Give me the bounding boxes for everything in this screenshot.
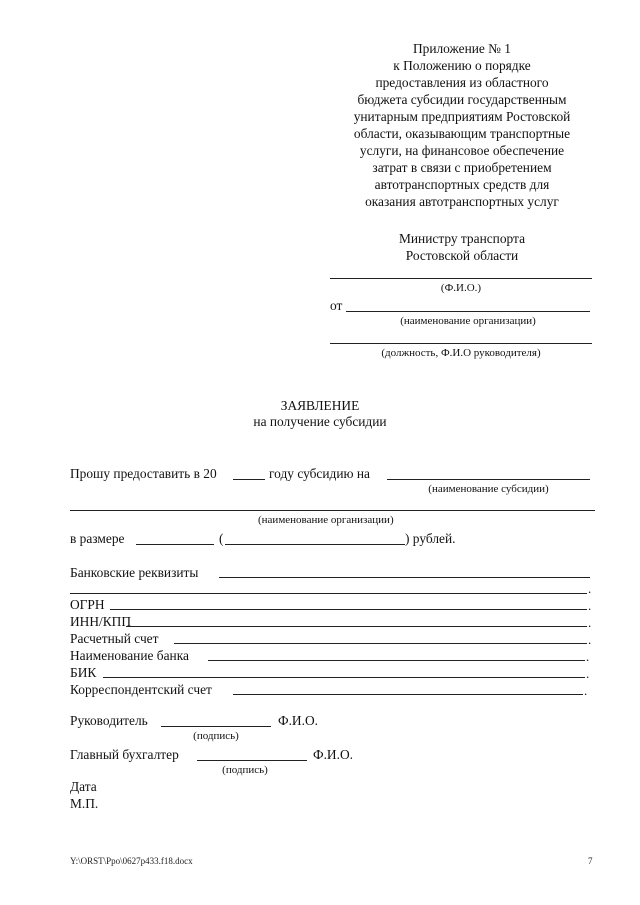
ogrn-field[interactable] (110, 609, 587, 610)
request-text-part2: году субсидию на (269, 466, 370, 481)
head-signature-field[interactable] (161, 726, 271, 727)
account-label: Расчетный счет (70, 631, 159, 646)
document-subtitle: на получение субсидии (253, 414, 387, 429)
fio-line[interactable] (330, 278, 592, 279)
corr-account-field[interactable] (233, 694, 583, 695)
period-mark: . (588, 581, 592, 596)
bank-details-field-2[interactable] (70, 593, 587, 594)
amount-number-field[interactable] (136, 544, 214, 545)
year-field[interactable] (233, 479, 265, 480)
appendix-header (320, 40, 604, 210)
head-signature-caption: (подпись) (193, 730, 239, 742)
period-mark: . (584, 683, 588, 698)
header-line: области, оказывающим транспортные (353, 126, 571, 141)
page-number: 7 (588, 856, 593, 866)
position-line[interactable] (330, 343, 592, 344)
header-line: бюджета субсидии государственным (357, 92, 567, 107)
inn-label: ИНН/КПП (70, 614, 132, 629)
fio-caption: (Ф.И.О.) (440, 282, 482, 294)
corr-account-label: Корреспондентский счет (70, 682, 212, 697)
from-org-line[interactable] (346, 311, 590, 312)
amount-words-field[interactable] (225, 544, 405, 545)
bik-field[interactable] (103, 677, 585, 678)
account-field[interactable] (174, 643, 587, 644)
document-title: ЗАЯВЛЕНИЕ (280, 398, 360, 413)
amount-label: в размере (70, 531, 125, 546)
ogrn-label: ОГРН (70, 597, 105, 612)
bank-name-field[interactable] (208, 660, 585, 661)
period-mark: . (588, 632, 592, 647)
accountant-fio: Ф.И.О. (313, 747, 353, 762)
amount-open-paren: ( (219, 531, 224, 546)
period-mark: . (588, 615, 592, 630)
from-label: от (330, 298, 343, 313)
organization-name-field[interactable] (70, 510, 595, 511)
footer-file-path: Y:\ORST\Ppo\0627p433.f18.docx (70, 856, 193, 866)
head-fio: Ф.И.О. (278, 713, 318, 728)
header-line: к Положению о порядке (393, 58, 531, 73)
period-mark: . (586, 666, 590, 681)
organization-caption: (наименование организации) (258, 514, 394, 526)
stamp-label: М.П. (70, 796, 99, 811)
date-label: Дата (70, 779, 97, 794)
bank-details-label: Банковские реквизиты (70, 565, 199, 580)
bik-label: БИК (70, 665, 97, 680)
subsidy-name-field[interactable] (387, 479, 590, 480)
header-line: предоставления из областного (375, 75, 549, 90)
bank-details-field[interactable] (219, 577, 590, 578)
addressee-block (320, 230, 604, 264)
bank-name-label: Наименование банка (70, 648, 189, 663)
accountant-signature-field[interactable] (197, 760, 307, 761)
position-caption: (должность, Ф.И.О руководителя) (381, 347, 541, 359)
request-text-part1: Прошу предоставить в 20 (70, 466, 217, 481)
header-line: затрат в связи с приобретением (372, 160, 552, 175)
header-line: Приложение № 1 (412, 41, 512, 56)
period-mark: . (588, 598, 592, 613)
header-line: оказания автотранспортных услуг (365, 194, 559, 209)
org-caption: (наименование организации) (400, 315, 536, 327)
addressee-line2: Ростовской области (405, 248, 519, 263)
subsidy-caption: (наименование субсидии) (428, 483, 549, 495)
accountant-label: Главный бухгалтер (70, 747, 179, 762)
inn-field[interactable] (126, 626, 587, 627)
addressee-line1: Министру транспорта (398, 231, 526, 246)
amount-close-paren: ) рублей. (405, 531, 456, 546)
head-label: Руководитель (70, 713, 148, 728)
accountant-signature-caption: (подпись) (222, 764, 268, 776)
header-line: унитарным предприятиям Ростовской (353, 109, 571, 124)
period-mark: . (586, 649, 590, 664)
header-line: автотранспортных средств для (374, 177, 550, 192)
header-line: услуги, на финансовое обеспечение (359, 143, 565, 158)
